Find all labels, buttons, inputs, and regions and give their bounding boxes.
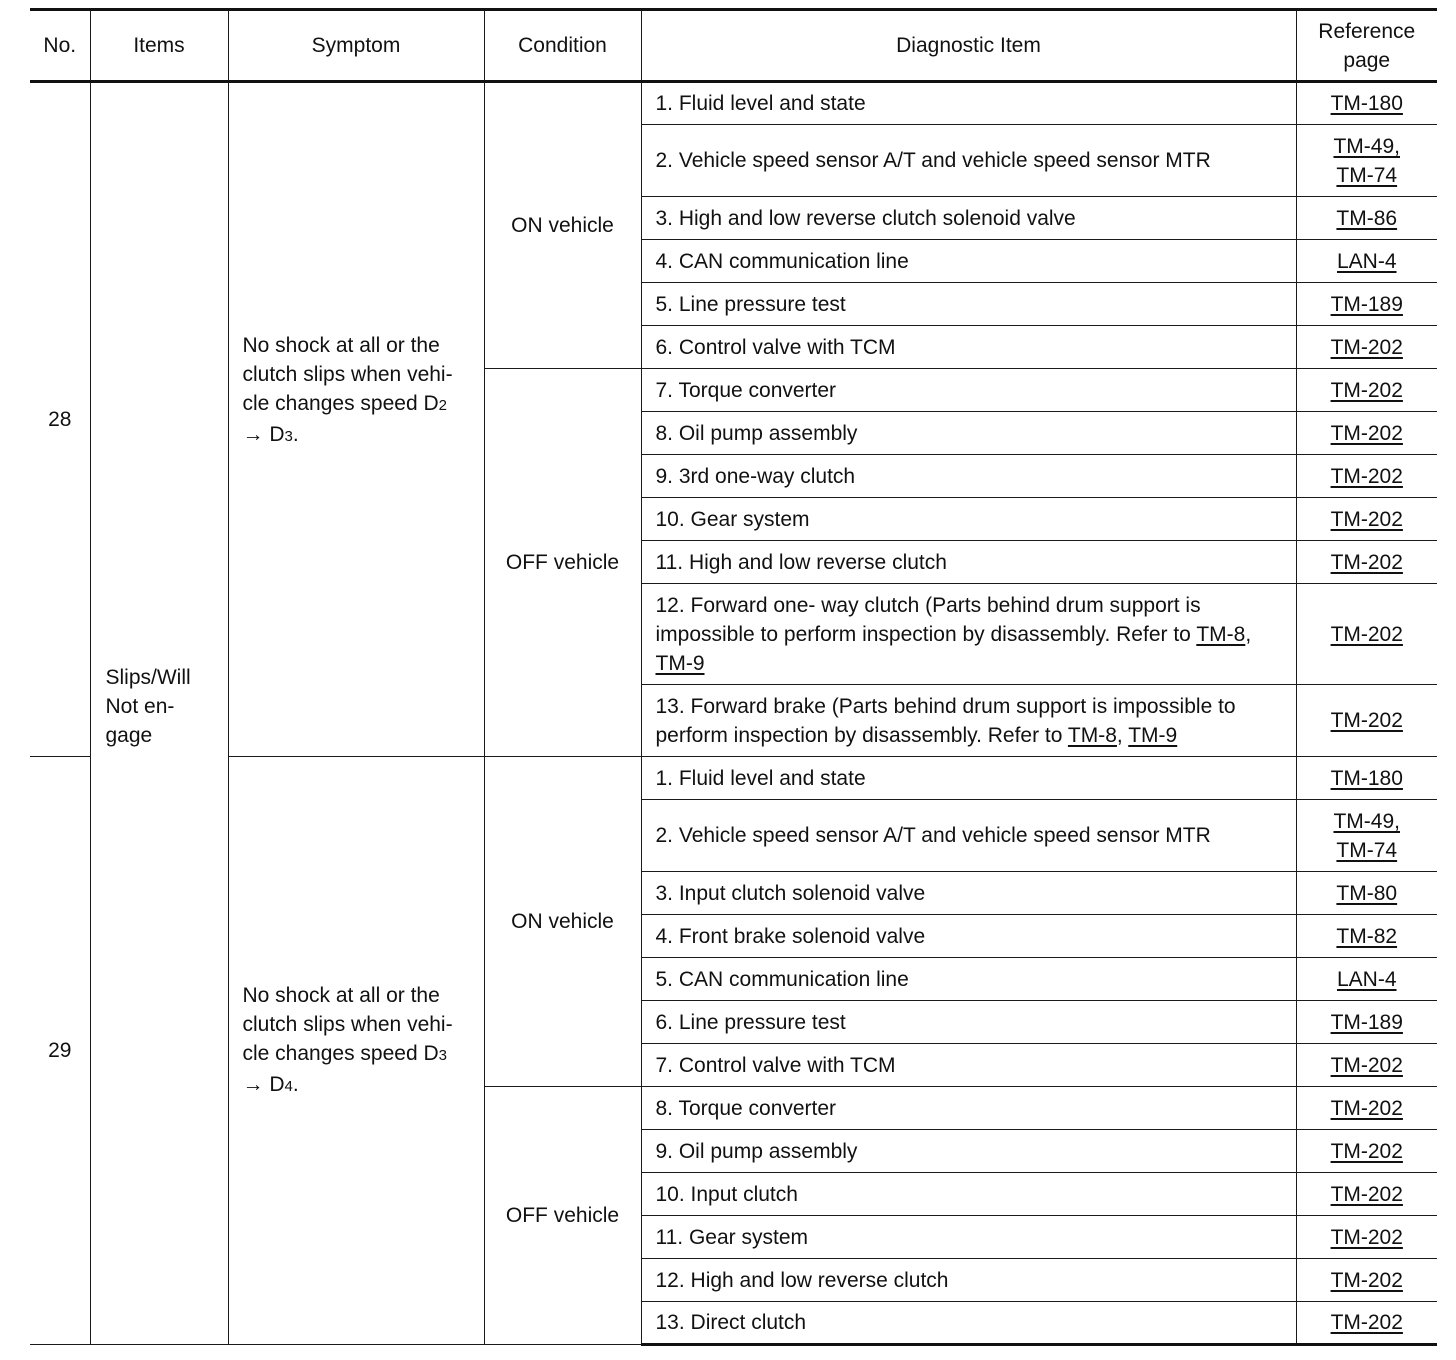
items-line-1: Slips/Will <box>105 665 191 689</box>
diagnostic-item: 6. Control valve with TCM <box>641 326 1296 369</box>
reference-cell <box>1296 1001 1437 1044</box>
table-row <box>30 82 1437 125</box>
diagnostic-item <box>641 685 1296 757</box>
diagnostic-item: 1. Fluid level and state <box>641 757 1296 800</box>
header-condition: Condition <box>484 10 641 82</box>
reference-link[interactable]: TM-202 <box>1330 421 1403 445</box>
reference-link[interactable]: LAN-4 <box>1336 249 1397 273</box>
reference-link[interactable]: TM-202 <box>1330 1053 1403 1077</box>
condition-on-vehicle-28: ON vehicle <box>484 82 641 369</box>
reference-cell <box>1296 240 1437 283</box>
symptom-28-sub-from: 2 <box>438 396 447 414</box>
reference-link[interactable]: TM-202 <box>1330 1096 1403 1120</box>
items-cell <box>90 82 228 1345</box>
header-reference-line2: page <box>1343 48 1391 72</box>
reference-cell <box>1296 82 1437 125</box>
header-items: Items <box>90 10 228 82</box>
symptom-28-arrow: → D <box>242 422 285 446</box>
reference-cell <box>1296 498 1437 541</box>
items-line-3: gage <box>105 723 153 747</box>
reference-link[interactable]: TM-74 <box>1336 163 1398 187</box>
reference-link[interactable]: TM-202 <box>1330 464 1403 488</box>
inline-ref-sep: , <box>1116 723 1129 747</box>
reference-link[interactable]: TM-189 <box>1330 1010 1403 1034</box>
reference-link[interactable]: TM-180 <box>1330 766 1403 790</box>
diagnostic-item: 5. CAN communication line <box>641 958 1296 1001</box>
reference-link[interactable]: TM-202 <box>1330 622 1403 646</box>
diagnosis-table <box>30 8 1437 1346</box>
reference-link[interactable]: TM-202 <box>1330 335 1403 359</box>
reference-link[interactable]: TM-202 <box>1330 1268 1403 1292</box>
diagnostic-item: 4. CAN communication line <box>641 240 1296 283</box>
reference-link[interactable]: TM-80 <box>1336 881 1398 905</box>
inline-ref-link[interactable]: TM-8 <box>1196 622 1246 646</box>
header-diagnostic-item: Diagnostic Item <box>641 10 1296 82</box>
reference-link[interactable]: TM-202 <box>1330 507 1403 531</box>
diagnostic-item: 5. Line pressure test <box>641 283 1296 326</box>
inline-ref-link[interactable]: TM-8 <box>1067 723 1117 747</box>
header-symptom: Symptom <box>228 10 484 82</box>
condition-off-vehicle-28: OFF vehicle <box>484 369 641 757</box>
reference-cell <box>1296 872 1437 915</box>
diagnostic-item: 7. Torque converter <box>641 369 1296 412</box>
reference-link[interactable]: TM-189 <box>1330 292 1403 316</box>
reference-cell <box>1296 197 1437 240</box>
header-no: No. <box>30 10 90 82</box>
diagnostic-item: 7. Control valve with TCM <box>641 1044 1296 1087</box>
diagnostic-item: 8. Torque converter <box>641 1087 1296 1130</box>
symptom-28-sub-to: 3 <box>284 427 293 445</box>
diagnostic-item: 11. Gear system <box>641 1216 1296 1259</box>
symptom-28-line-3: cle changes speed D <box>242 391 439 415</box>
row-number-29: 29 <box>30 757 90 1345</box>
diagnostic-item: 10. Input clutch <box>641 1173 1296 1216</box>
header-reference-line1: Reference <box>1318 19 1416 43</box>
reference-link[interactable]: TM-202 <box>1330 1182 1403 1206</box>
reference-cell <box>1296 369 1437 412</box>
diagnostic-item: 8. Oil pump assembly <box>641 412 1296 455</box>
diagnostic-item: 2. Vehicle speed sensor A/T and vehicle speed sensor MTR <box>641 800 1296 872</box>
symptom-28-line-2: clutch slips when vehi- <box>242 362 453 386</box>
reference-cell <box>1296 1259 1437 1302</box>
symptom-29-line-3: cle changes speed D <box>242 1042 439 1065</box>
reference-link[interactable]: TM-82 <box>1336 924 1398 948</box>
symptom-cell-29 <box>228 757 484 1345</box>
symptom-29-line-2: clutch slips when vehi- <box>242 1013 453 1036</box>
symptom-29-sub-to: 4 <box>284 1078 293 1095</box>
reference-cell <box>1296 326 1437 369</box>
reference-cell <box>1296 1087 1437 1130</box>
diagnostic-item: 10. Gear system <box>641 498 1296 541</box>
reference-cell <box>1296 1216 1437 1259</box>
row-number-28: 28 <box>30 82 90 757</box>
diagnostic-item: 1. Fluid level and state <box>641 82 1296 125</box>
inline-ref-link[interactable]: TM-9 <box>655 651 705 675</box>
diagnostic-item: 9. Oil pump assembly <box>641 1130 1296 1173</box>
reference-cell <box>1296 1130 1437 1173</box>
reference-link[interactable]: TM-202 <box>1330 550 1403 574</box>
reference-cell <box>1296 283 1437 326</box>
symptom-29-arrow: → D <box>242 1073 285 1096</box>
reference-cell <box>1296 125 1437 197</box>
diagnostic-item: 2. Vehicle speed sensor A/T and vehicle speed sensor MTR <box>641 125 1296 197</box>
reference-cell <box>1296 455 1437 498</box>
diagnostic-item: 4. Front brake solenoid valve <box>641 915 1296 958</box>
reference-cell <box>1296 412 1437 455</box>
symptom-29-sub-from: 3 <box>438 1047 447 1064</box>
reference-cell <box>1296 584 1437 685</box>
reference-link[interactable]: TM-202 <box>1330 709 1403 732</box>
diagnostic-item <box>641 584 1296 685</box>
reference-link[interactable]: TM-86 <box>1336 206 1398 230</box>
header-reference-page <box>1296 10 1437 82</box>
reference-cell <box>1296 541 1437 584</box>
reference-link[interactable]: TM-180 <box>1330 92 1403 115</box>
reference-cell <box>1296 1173 1437 1216</box>
reference-link[interactable]: TM-202 <box>1330 1139 1403 1163</box>
reference-cell <box>1296 958 1437 1001</box>
diagnostic-item: 3. Input clutch solenoid valve <box>641 872 1296 915</box>
diagnostic-item-text: 13. Forward brake (Parts behind drum support is impossible to perform inspection by disassembly. Refer to <box>655 694 1236 747</box>
reference-link[interactable]: TM-202 <box>1330 1225 1403 1249</box>
diagnostic-item: 6. Line pressure test <box>641 1001 1296 1044</box>
diagnostic-item: 11. High and low reverse clutch <box>641 541 1296 584</box>
condition-on-vehicle-29: ON vehicle <box>484 757 641 1087</box>
reference-cell <box>1296 915 1437 958</box>
reference-cell <box>1296 800 1437 872</box>
reference-link[interactable]: TM-202 <box>1330 378 1403 402</box>
symptom-29-line-1: No shock at all or the <box>242 984 440 1007</box>
condition-off-vehicle-29: OFF vehicle <box>484 1087 641 1345</box>
symptom-28-end: . <box>292 422 299 446</box>
reference-link[interactable]: LAN-4 <box>1336 967 1397 991</box>
reference-link[interactable]: TM-49, <box>1333 134 1400 158</box>
header-row <box>30 10 1437 82</box>
inline-ref-sep: , <box>1245 622 1252 646</box>
reference-link[interactable]: TM-49, <box>1333 809 1400 833</box>
reference-cell <box>1296 1044 1437 1087</box>
diagnostic-item: 9. 3rd one-way clutch <box>641 455 1296 498</box>
diagnostic-item: 3. High and low reverse clutch solenoid valve <box>641 197 1296 240</box>
diagnostic-item: 12. High and low reverse clutch <box>641 1259 1296 1302</box>
reference-link[interactable]: TM-74 <box>1336 838 1398 862</box>
reference-link[interactable]: TM-202 <box>1330 1311 1403 1334</box>
reference-cell <box>1296 757 1437 800</box>
diagnostic-item: 13. Direct clutch <box>641 1302 1296 1345</box>
table-row <box>30 757 1437 800</box>
symptom-29-end: . <box>292 1073 299 1096</box>
inline-ref-link[interactable]: TM-9 <box>1128 723 1178 747</box>
items-line-2: Not en- <box>105 694 175 718</box>
reference-cell <box>1296 685 1437 757</box>
symptom-cell-28 <box>228 82 484 757</box>
symptom-28-line-1: No shock at all or the <box>242 333 440 357</box>
diagnostic-item-text: 12. Forward one- way clutch (Parts behind drum support is impossible to perform inspection by disassembly. Refer to <box>655 593 1201 646</box>
reference-cell <box>1296 1302 1437 1345</box>
